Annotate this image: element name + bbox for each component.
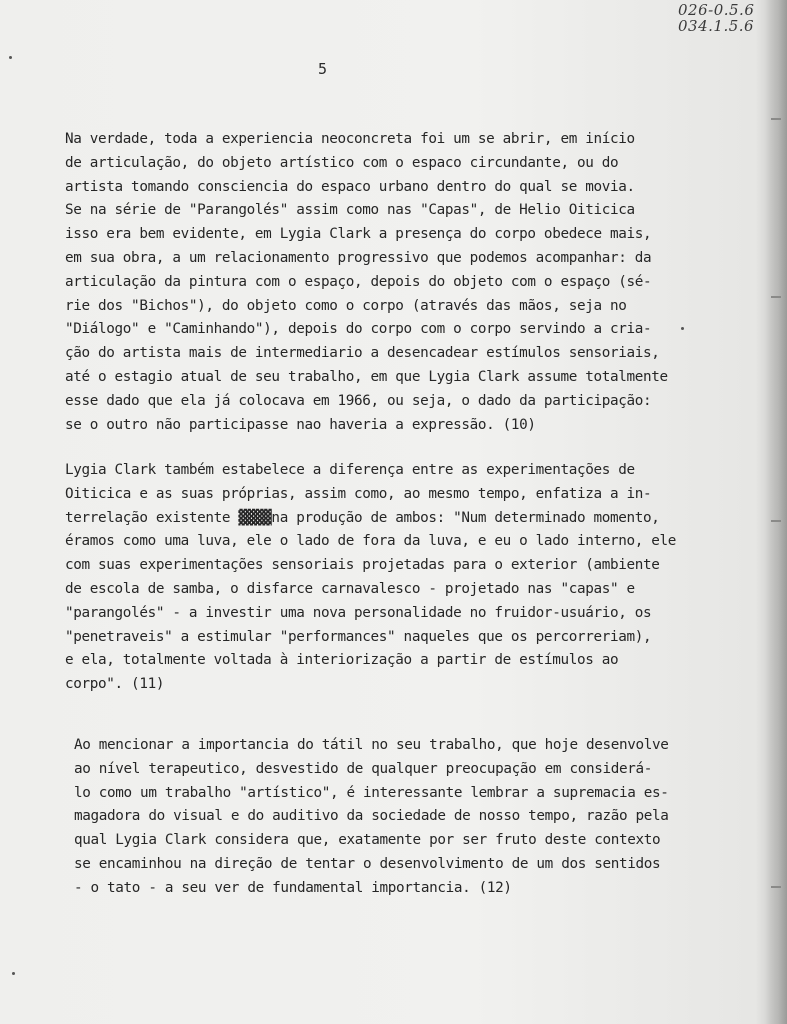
text-line: Oiticica e as suas próprias, assim como, ao mesmo tempo, enfatiza a in- <box>65 485 652 502</box>
text-line: "Diálogo" e "Caminhando"), depois do corpo com o corpo servindo a cria- <box>65 321 652 338</box>
margin-mark <box>771 296 781 298</box>
text-line: esse dado que ela já colocava em 1966, ou seja, o dado da participação: <box>65 392 652 409</box>
text-line: "penetraveis" a estimular "performances" naqueles que os percorreriam), <box>65 628 652 645</box>
text-line: Lygia Clark também estabelece a diferença entre as experimentações de <box>65 462 635 478</box>
text-line: com suas experimentações sensoriais projetadas para o exterior (ambiente <box>65 557 660 574</box>
paper-speck <box>9 56 12 59</box>
reference-code: 034.1.5.6 <box>678 17 755 35</box>
text-line: qual Lygia Clark considera que, exatamente por ser fruto deste contexto <box>74 832 661 849</box>
text-line: se o outro não participasse nao haveria a expressão. (10) <box>65 416 536 433</box>
paper-speck <box>12 972 15 975</box>
page-number: 5 <box>318 60 328 78</box>
text-line: corpo". (11) <box>65 676 165 693</box>
archive-reference <box>678 2 778 34</box>
margin-mark <box>771 520 781 522</box>
text-line: rie dos "Bichos"), do objeto como o corpo (através das mãos, seja no <box>65 297 627 314</box>
text-line: isso era bem evidente, em Lygia Clark a presença do corpo obedece mais, <box>65 226 652 243</box>
text-line: ao nível terapeutico, desvestido de qualquer preocupação em considerá- <box>74 760 653 777</box>
margin-mark <box>771 886 781 888</box>
text-line: terrelação existente ▓▓▓▓na produção de ambos: "Num determinado momento, <box>65 509 660 526</box>
text-line: lo como um trabalho "artístico", é interessante lembrar a supremacia es- <box>74 784 669 801</box>
text-line: articulação da pintura com o espaço, depois do objeto com o espaço (sé- <box>65 273 652 290</box>
text-line: éramos como uma luva, ele o lado de fora da luva, e eu o lado interno, ele <box>65 533 677 550</box>
text-line: artista tomando consciencia do espaco urbano dentro do qual se movia. <box>65 178 635 195</box>
text-line: ção do artista mais de intermediario a desencadear estímulos sensoriais, <box>65 345 660 362</box>
text-line: se encaminhou na direção de tentar o desenvolvimento de um dos sentidos <box>74 855 661 872</box>
text-line: "parangolés" - a investir uma nova personalidade no fruidor-usuário, os <box>65 604 652 621</box>
text-line: de escola de samba, o disfarce carnavalesco - projetado nas "capas" e <box>65 580 635 597</box>
reference-code: 026-0.5.6 <box>678 1 755 19</box>
text-line: Na verdade, toda a experiencia neoconcreta foi um se abrir, em início <box>65 131 635 147</box>
text-line: até o estagio atual de seu trabalho, em que Lygia Clark assume totalmente <box>65 368 668 385</box>
text-line: Ao mencionar a importancia do tátil no seu trabalho, que hoje desenvolve <box>74 737 669 753</box>
text-line: magadora do visual e do auditivo da sociedade de nosso tempo, razão pela <box>74 808 669 825</box>
text-line: Se na série de "Parangolés" assim como nas "Capas", de Helio Oiticica <box>65 202 635 219</box>
paragraph <box>65 128 675 437</box>
text-line: em sua obra, a um relacionamento progressivo que podemos acompanhar: da <box>65 249 652 266</box>
margin-mark <box>771 118 781 120</box>
page-edge-shadow <box>765 0 787 1024</box>
text-line: - o tato - a seu ver de fundamental importancia. (12) <box>74 879 512 896</box>
paragraph <box>65 459 675 697</box>
text-line: e ela, totalmente voltada à interiorização a partir de estímulos ao <box>65 652 619 669</box>
text-line: de articulação, do objeto artístico com o espaco circundante, ou do <box>65 154 619 171</box>
paper-speck <box>681 327 684 330</box>
paragraph <box>74 734 684 901</box>
